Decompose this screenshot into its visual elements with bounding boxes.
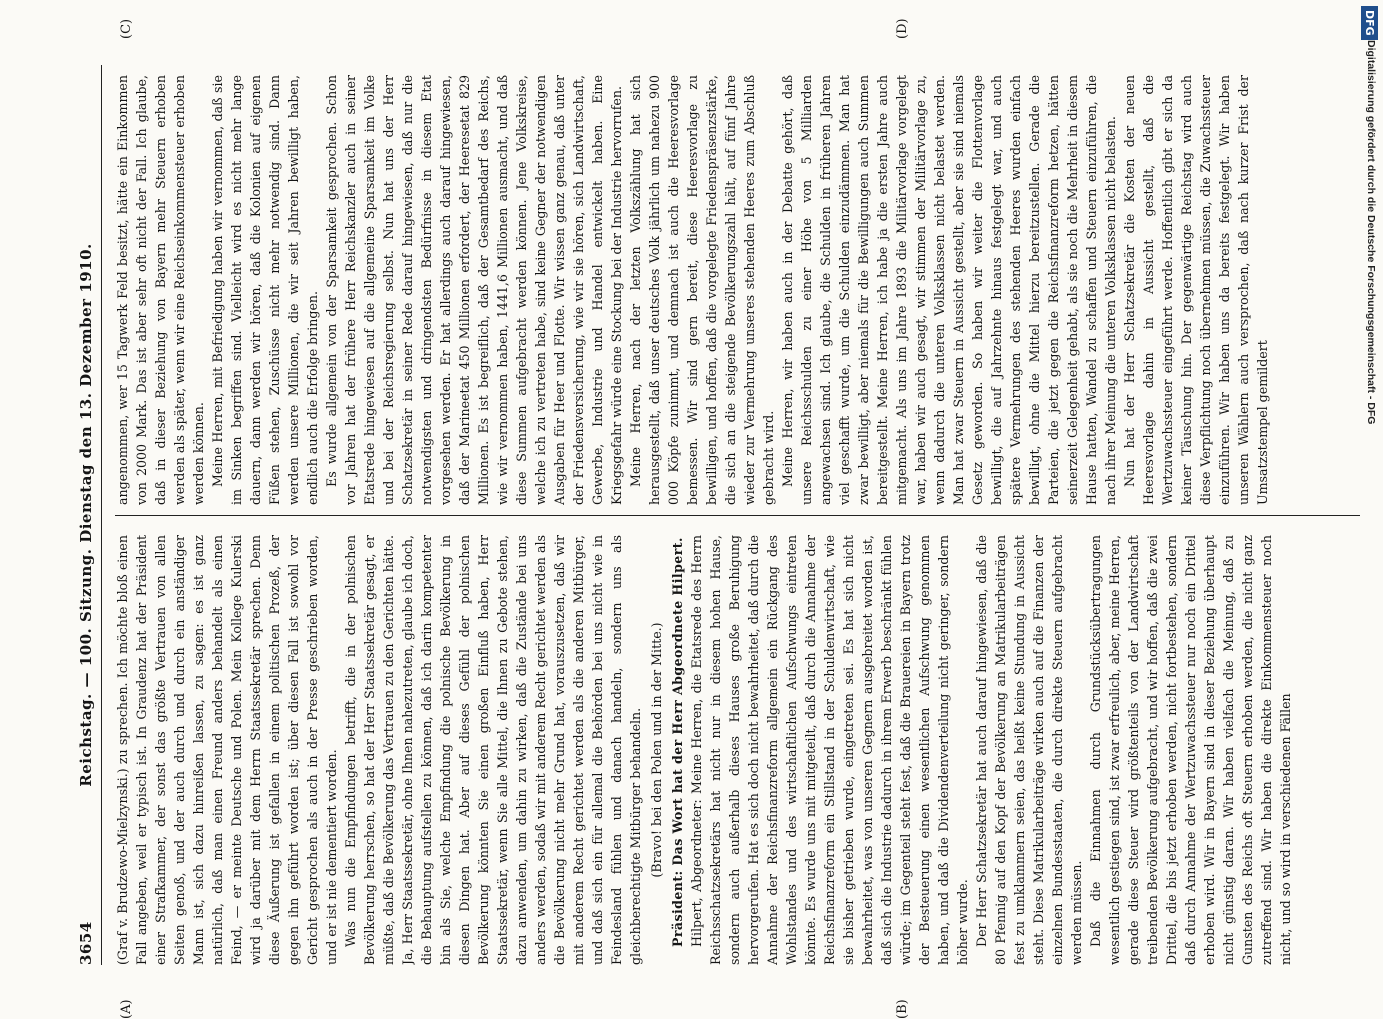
page-number: 3654 [77,921,95,965]
page-title: Reichstag. — 100. Sitzung. Dienstag den 13. Dezember 1910. [77,243,95,787]
paragraph: angenommen, wer 15 Tagwerk Feld besitzt, hätte ein Einkommen von 2000 Mark. Das ist aber sehr oft nicht der Fall. Ich glaube, daß in dieser Beziehung von Bayern mehr Steuern erhoben werden als später, wenn wir eine Reichseinkommensteuer erhoben werden können. [115,75,206,505]
right-column [113,75,1363,505]
paragraph: Hilpert, Abgeordneter: Meine Herren, die Etatsrede des Herrn Reichsschatzsekretärs hat nicht nur in diesem hohen Hause, sondern auch außerhalb dieses Hauses große Beruhigung hervorgerufen. Hat es sich doch nicht bewahrheitet, daß durch die Annahme der Reichsfinanzreform allgemein ein Rückgang des Wohlstandes und des wirtschaftlichen Aufschwungs eintreten könnte. Es wurde uns mit mitgeteilt, daß durch die Annahme der Reichsfinanzreform ein Stillstand in der Schuldenwirtschaft, wie sie bisher getrieben wurde, eingetreten sei. Es hat sich nicht bewahrheitet, was von unseren Gegnern ausgebreitet worden ist, daß sich die Industrie dadurch in ihrem Erwerb beschränkt fühlen würde; im Gegenteil steht fest, daß die Brauereien in Bayern trotz der Besteuerung einen wesentlichen Aufschwung genommen haben, und daß die Dividendenverteilung nicht geringer, sondern höher wurde. [689,535,970,965]
paragraph: Meine Herren, nach der letzten Volkszählung hat sich herausgestellt, daß unser deutsches Volk jährlich um nahezu 900 000 Köpfe zunimmt, und demnach ist auch die Heeresvorlage bemessen. Wir sind gern bereit, diese Heeresvorlage zu bewilligen, und hoffen, daß die vorgelegte Friedenspräsenzstärke, die sich an die steigende Bevölkerungszahl hält, auf fünf Jahre wieder zur Vermehrung unseres stehenden Heeres zum Abschluß gebracht wird. [628,75,776,505]
margin-marker-a: (A) [119,999,134,1019]
running-head [75,65,101,965]
paragraph: Was nun die Empfindungen betrifft, die in der polnischen Bevölkerung herrschen, so hat der Herr Staatssekretär gesagt, er müßte, daß die Bevölkerung das Vertrauen zu den Gerichten hätte. Ja, Herr Staatssekretär, ohne Ihnen nahezutreten, glaube ich doch, die Behauptung aufstellen zu können, daß ich darin kompetenter bin als Sie, welche Empfindung die polnische Bevölkerung in diesen Dingen hat. Aber auf dieses Gefühl der polnischen Bevölkerung könnten Sie einen großen Einfluß haben, Herr Staatssekretär, wenn Sie alle Mittel, die Ihnen zu Gebote stehen, dazu anwenden, um dahin zu wirken, daß die Zustände bei uns anders werden, sodaß wir mit anderem Recht gerichtet werden als die Bevölkerung nicht mehr Grund hat, vorauszusetzen, daß wir mit anderem Recht gerichtet werden als die anderen Mitbürger, und daß sich ein für allemal die Behörden bei uns nicht wie in Feindesland fühlen und danach handeln, sondern uns als gleichberechtigte Mitbürger behandeln. [343,535,643,965]
margin-marker-c: (C) [119,18,134,39]
column-divider [115,515,1360,516]
footer-credit: Digitalisierung gefördert durch die Deutsche Forschungsgemeinschaft - DFG [1365,40,1377,425]
header-rule [101,65,102,965]
paragraph: Daß die Einnahmen durch Grundstücksübertragungen wesentlich gestiegen sind, ist zwar erfreulich, aber, meine Herren, gerade diese Steuer wird größtenteils von der Landwirtschaft treibenden Bevölkerung aufgebracht, und wir hoffen, daß die zwei Drittel, die bis jetzt erhoben werden, nicht fortbestehen, sondern daß durch Annahme der Wertzuwachssteuer nur noch ein Drittel erhoben wird. Wir in Bayern sind in dieser Beziehung überhaupt nicht günstig daran. Wir haben vielfach die Meinung, daß zu Gunsten des Reichs oft Steuern erhoben werden, die nicht ganz zutreffend sind. Wir haben die direkte Einkommensteuer noch nicht, und so wird in verschiedenen Fällen [1088,535,1293,965]
left-column [113,535,1363,965]
applause-note: (Bravo! bei den Polen und in der Mitte.) [649,622,664,878]
digitization-footer [1350,0,1383,1000]
dfg-logo: DFG [1361,6,1378,40]
margin-marker-b: (B) [895,999,910,1019]
paragraph: Es wurde allgemein von der Sparsamkeit gesprochen. Schon vor Jahren hat der frühere Herr Reichskanzler auch in seiner Etatsrede hingewiesen auf die allgemeine Sparsamkeit im Volke und bei der Reichsregierung selbst. Nun hat uns der Herr Schatzsekretär in seiner Rede darauf hingewiesen, daß nur die notwendigsten und dringendsten Bedürfnisse in diesem Etat vorgesehen werden. Er hat allerdings auch darauf hingewiesen, daß der Marineetat 450 Millionen erfordert, der Heeresetat 829 Millionen. Es ist begreiflich, daß der Gesamtbedarf des Reichs, wie wir vernommen haben, 1441,6 Millionen ausmacht, und daß diese Summen aufgebracht werden können. Jene Volkskreise, welche ich zu vertreten habe, sind keine Gegner der notwendigen Ausgaben für Heer und Flotte. Wir wissen ganz genau, daß unter der Friedensversicherung, wie wir sie hören, sich Landwirtschaft, Gewerbe, Industrie und Handel entwickelt haben. Eine Kriegsgefahr würde eine Stockung bei der Industrie hervorrufen. [324,75,624,505]
paragraph: Nun hat der Herr Schatzsekretär die Kosten der neuen Heeresvorlage dahin in Aussicht gestellt, daß die Wertzuwachssteuer eingeführt werde. Hoffentlich gibt er sich da keiner Täuschung hin. Der gegenwärtige Reichstag wird auch diese Verpflichtung noch übernehmen müssen, die Zuwachssteuer einzuführen. Wir haben uns da bereits festgelegt. Wir haben unseren Wählern auch versprochen, daß nach kurzer Frist der Umsatzstempel gemildert [1122,75,1270,505]
paragraph: (Graf v. Brudzewo-Mielzynski.) zu sprechen. Ich möchte bloß einen Fall angeben, weil er typisch ist. In Graudenz hat der Präsident einer Strafkammer, der sonst das größte Vertrauen von allen Seiten genoß, und der auch durch und durch ein anständiger Mann ist, sich dazu hinreißen lassen, zu sagen: es ist ganz natürlich, daß man einen Freund anders behandelt als einen Feind, — er meinte Deutsche und Polen. Mein Kollege Kulerski wird ja darüber mit dem Herrn Staatssekretär sprechen. Denn diese Äußerung ist gefallen in einem politischen Prozeß, der gegen ihn geführt worden ist; über diesen Fall ist sowohl vor Gericht gesprochen als auch in der Presse geschrieben worden, und er ist nie dementiert worden. [115,535,339,965]
margin-marker-d: (D) [895,18,910,39]
president-line: Präsident: Das Wort hat der Herr Abgeordnete Hilpert. [670,537,685,947]
paragraph: Meine Herren, wir haben auch in der Debatte gehört, daß unsere Reichsschulden zu einer Höhe von 5 Milliarden angewachsen sind. Ich glaube, die Schulden in früheren Jahren viel geschafft wurde, um die Schulden einzudämmen. Man hat zwar bewilligt, aber niemals für die Bewilligungen auch Summen bereitgestellt. Meine Herren, ich habe ja die ersten Jahre auch mitgemacht. Als uns im Jahre 1893 die Militärvorlage vorgelegt war, haben wir auch gesagt, wir stimmen der Militärvorlage zu, wenn dadurch die unteren Volksklassen nicht belastet werden. Man hat zwar Steuern in Aussicht gestellt, aber sie sind niemals Gesetz geworden. So haben wir weiter die Flottenvorlage bewilligt, die auf Jahrzehnte hinaus festgelegt war, und auch spätere Vermehrungen des stehenden Heeres wurden einfach bewilligt, ohne die Mittel hierzu bereitzustellen. Gerade die Parteien, die jetzt gegen die Reichsfinanzreform hetzen, hätten seinerzeit Gelegenheit gehabt, als sie noch die Mehrheit in diesem Hause hatten, Wandel zu schaffen und Steuern einzuführen, die nach ihrer Meinung die unteren Volksklassen nicht belasten. [780,75,1118,505]
paragraph: Der Herr Schatzsekretär hat auch darauf hingewiesen, daß die 80 Pfennig auf den Kopf der Bevölkerung an Matrikularbeiträgen fest zu umklammern seien, das heißt keine Stundung in Aussicht steht. Diese Matrikularbeiträge wirken auch auf die Finanzen der einzelnen Bundesstaaten, die durch direkte Steuern aufgebracht werden müssen. [974,535,1084,965]
paragraph: Meine Herren, mit Befriedigung haben wir vernommen, daß sie im Sinken begriffen sind. Vielleicht wird es nicht mehr lange dauern, dann werden wir hören, daß die Kolonien auf eigenen Füßen stehen, Zuschüsse nicht mehr notwendig sind. Dann werden unsere Millionen, die wir seit Jahren bewilligt haben, endlich auch die Erfolge bringen. [210,75,320,505]
